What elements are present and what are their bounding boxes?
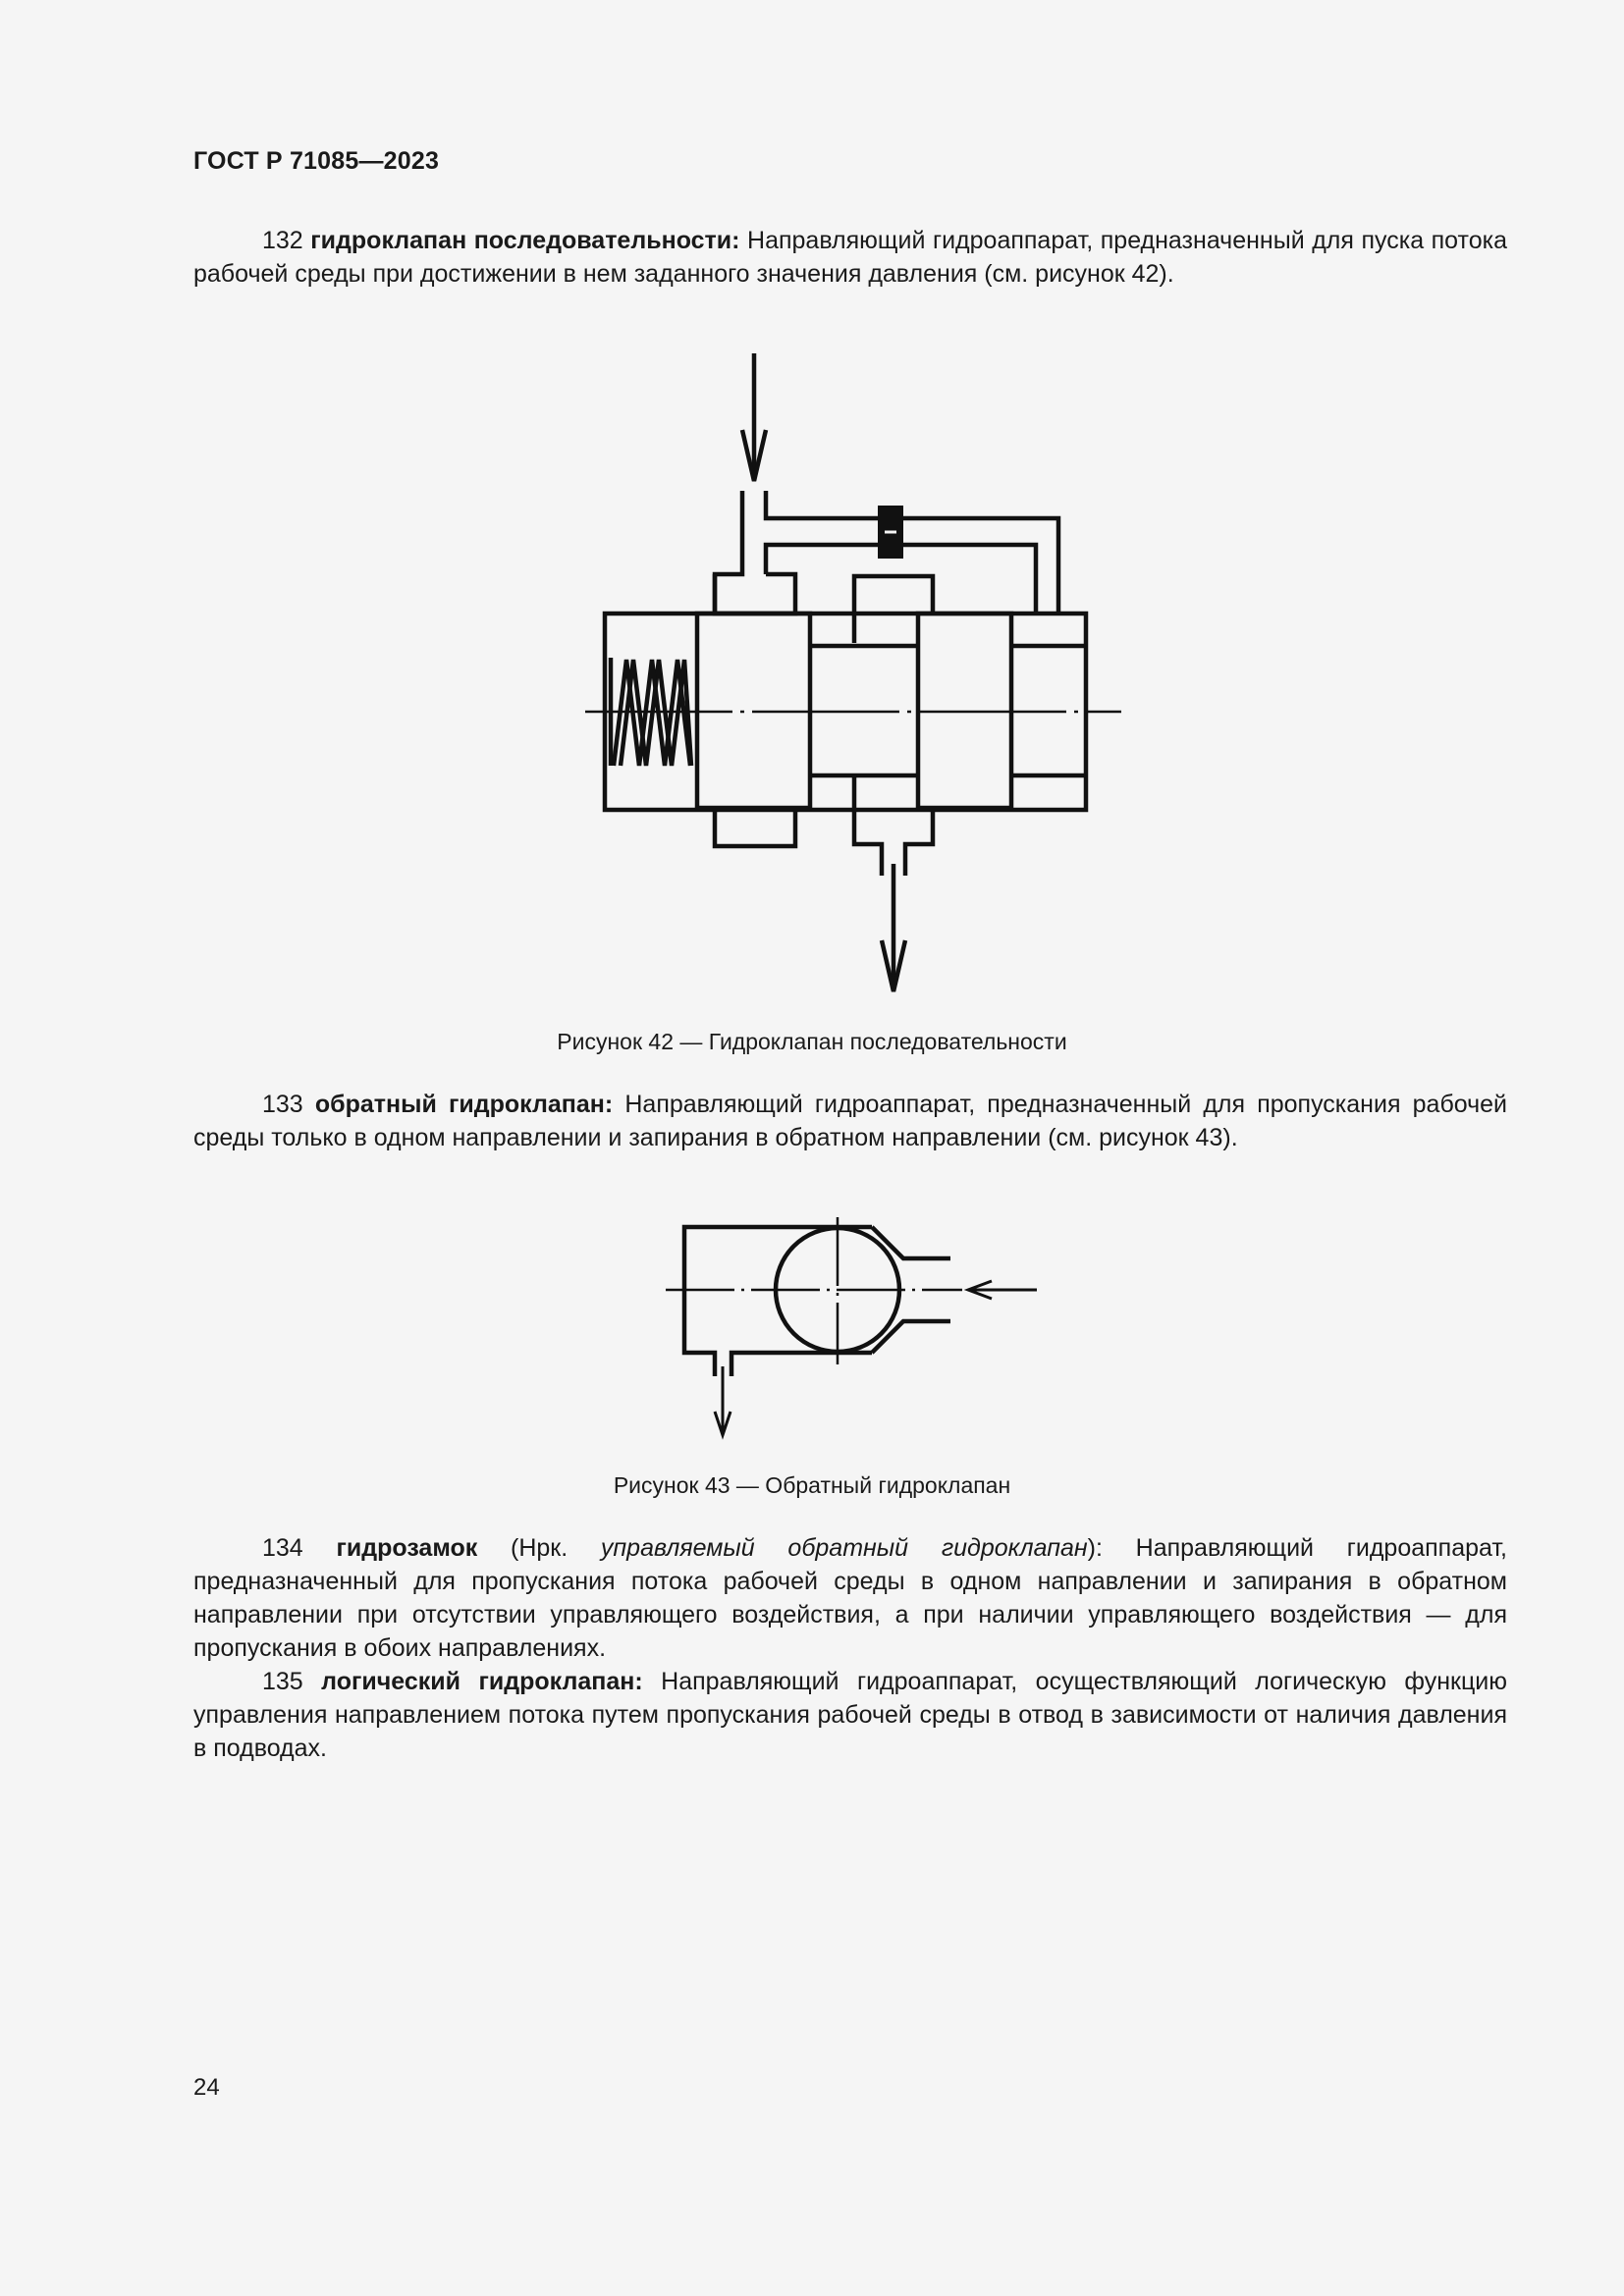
- figure-43-caption: Рисунок 43 — Обратный гидроклапан: [613, 1472, 1011, 1498]
- page-number: 24: [193, 2074, 220, 2101]
- term-entry-135: [193, 1665, 1507, 1765]
- term-number: 132: [262, 227, 303, 254]
- term-name: обратный гидроклапан:: [314, 1091, 614, 1118]
- term-number: 134: [262, 1534, 303, 1562]
- document-header: ГОСТ Р 71085—2023: [193, 147, 440, 175]
- term-entry-134: [193, 1531, 1507, 1665]
- term-name: логический гидроклапан:: [321, 1668, 643, 1695]
- term-definition: Направляющий гидроаппарат, осуществляющий логическую функцию управления направлением потока путем пропускания рабочей среды в отвод в зависимости от наличия давления в подводах.: [193, 1668, 1507, 1762]
- term-number: 135: [262, 1668, 303, 1695]
- term-number: 133: [262, 1091, 303, 1118]
- term-definition: Направляющий гидроаппарат, предназначенный для пропускания потока рабочей среды в одном направлении и запирания в обратном направлении при отсутствии управляющего воздействия, а при наличии управляющего воздействия — для пропускания в обоих направлениях.: [193, 1534, 1507, 1662]
- term-definition: Направляющий гидроаппарат, предназначенный для пропускания рабочей среды только в одном направлении и запирания в обратном направлении (см. рисунок 43).: [193, 1091, 1508, 1151]
- term-note-open: (Нрк.: [511, 1534, 568, 1562]
- term-deprecated-synonym: управляемый обратный гидроклапан: [600, 1534, 1088, 1562]
- term-definition: Направляющий гидроаппарат, предназначенный для пуска потока рабочей среды при достижении в нем заданного значения давления (см. рисунок 42).: [193, 227, 1508, 288]
- term-note-close: ):: [1087, 1534, 1103, 1562]
- term-name: гидрозамок: [336, 1534, 478, 1562]
- figure-42-caption: Рисунок 42 — Гидроклапан последовательности: [557, 1029, 1067, 1054]
- term-name: гидроклапан последовательности:: [310, 227, 740, 254]
